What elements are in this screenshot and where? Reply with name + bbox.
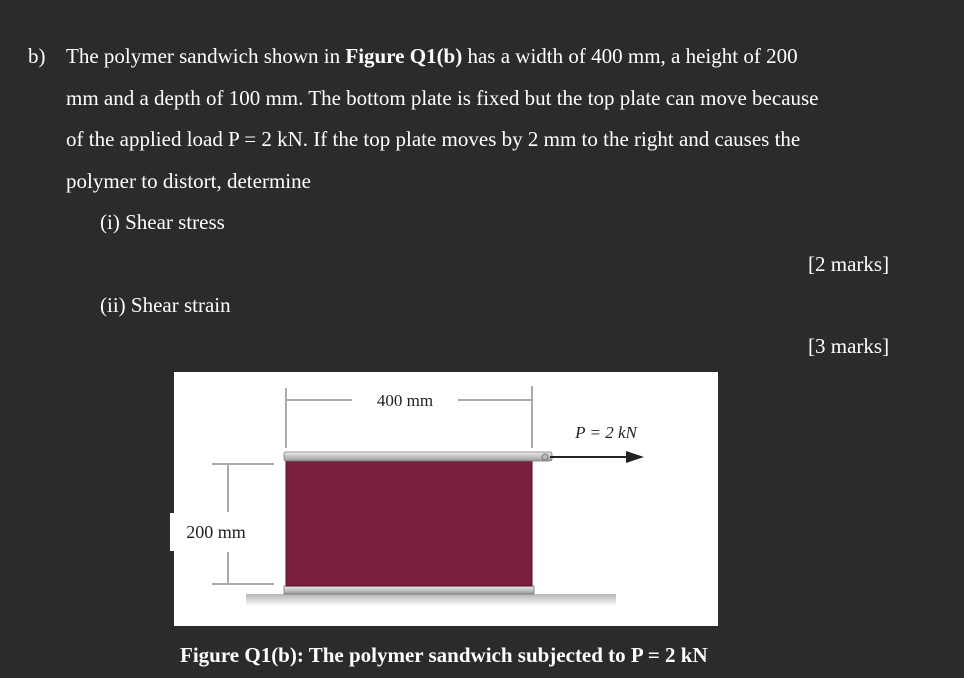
question-line-4: polymer to distort, determine xyxy=(66,169,311,193)
question-label: b) xyxy=(28,44,46,68)
top-plate xyxy=(284,452,552,461)
question-line-3: of the applied load P = 2 kN. If the top plate moves by 2 mm to the right and causes the xyxy=(66,127,801,151)
polymer-block xyxy=(286,460,532,586)
figure-reference: Figure Q1(b) xyxy=(345,44,463,68)
fixed-ground xyxy=(246,594,616,606)
part-ii: (ii) Shear strain xyxy=(100,293,231,317)
question-line-1-post: has a width of 400 mm, a height of 200 xyxy=(462,44,798,68)
question-line-1 xyxy=(66,44,798,68)
load-pin-icon xyxy=(542,454,548,460)
height-label: 200 mm xyxy=(170,513,262,551)
figure-panel xyxy=(174,372,718,626)
question-line-1-pre: The polymer sandwich shown in xyxy=(66,44,346,68)
figure-caption: Figure Q1(b): The polymer sandwich subjected to P = 2 kN xyxy=(180,643,708,667)
load-label: P = 2 kN xyxy=(575,423,637,442)
marks-ii: [3 marks] xyxy=(808,334,890,358)
bottom-plate xyxy=(284,586,534,594)
figure-diagram xyxy=(174,372,718,626)
load-arrow-head-icon xyxy=(626,451,644,463)
part-i: (i) Shear stress xyxy=(100,210,225,234)
question-line-2: mm and a depth of 100 mm. The bottom plate is fixed but the top plate can move because xyxy=(66,86,819,110)
width-label: 400 mm xyxy=(376,391,434,410)
marks-i: [2 marks] xyxy=(808,252,890,276)
